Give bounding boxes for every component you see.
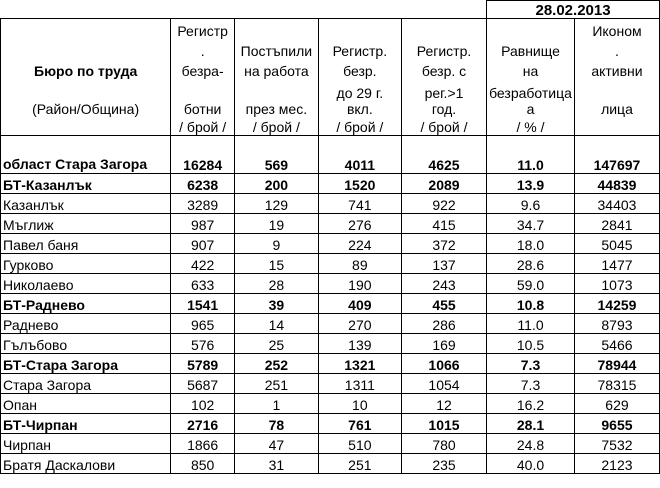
row-value-5: 40.0 [487, 454, 575, 474]
row-value-1: 102 [171, 394, 235, 414]
row-value-3: 224 [318, 234, 401, 254]
header-col4-r1 [318, 19, 401, 40]
header-col7-units [574, 117, 659, 136]
row-value-6: 34403 [574, 194, 659, 214]
row-value-2: 129 [235, 194, 319, 214]
header-col5-r2: Регистр. [401, 39, 486, 59]
row-value-1: 576 [171, 334, 235, 354]
row-name: Павел баня [1, 234, 171, 254]
row-value-5: 24.8 [487, 434, 575, 454]
row-value-3: 510 [318, 434, 401, 454]
row-value-4: 2089 [401, 174, 486, 194]
row-value-6: 2841 [574, 214, 659, 234]
row-name: Стара Загора [1, 374, 171, 394]
row-value-6: 7532 [574, 434, 659, 454]
header-col5-units: / брой / [401, 117, 486, 136]
row-value-1: 5789 [171, 354, 235, 374]
row-value-2: 251 [235, 374, 319, 394]
row-value-4: 455 [401, 294, 486, 314]
table-row [1, 354, 660, 374]
row-value-5: 13.9 [487, 174, 575, 194]
row-value-6: 9655 [574, 414, 659, 434]
row-name: Казанлък [1, 194, 171, 214]
header-bureau-label: Бюро по труда [1, 59, 171, 79]
row-value-6: 1477 [574, 254, 659, 274]
row-value-4: 1015 [401, 414, 486, 434]
row-value-2: 28 [235, 274, 319, 294]
row-value-5: 10.5 [487, 334, 575, 354]
table-row [1, 234, 660, 254]
row-value-4: 922 [401, 194, 486, 214]
header-col6-units: / % / [487, 117, 575, 136]
row-name: Раднево [1, 314, 171, 334]
row-value-3: 1311 [318, 374, 401, 394]
row-value-3: 1321 [318, 354, 401, 374]
table-row [1, 194, 660, 214]
row-value-3: 270 [318, 314, 401, 334]
row-value-2: 31 [235, 454, 319, 474]
row-value-6: 5045 [574, 234, 659, 254]
row-value-5: 59.0 [487, 274, 575, 294]
row-value-3: 4011 [318, 136, 401, 174]
header-col3-r2: Постъпили [235, 39, 319, 59]
row-value-5: 18.0 [487, 234, 575, 254]
row-value-2: 14 [235, 314, 319, 334]
row-value-5: 10.8 [487, 294, 575, 314]
row-value-6: 78944 [574, 354, 659, 374]
row-value-1: 5687 [171, 374, 235, 394]
header-col4-r4 [318, 79, 401, 117]
row-value-3: 251 [318, 454, 401, 474]
row-value-2: 39 [235, 294, 319, 314]
row-value-3: 1520 [318, 174, 401, 194]
header-col4-line1: до 29 г. [336, 85, 384, 101]
table-row [1, 374, 660, 394]
row-value-2: 25 [235, 334, 319, 354]
row-value-5: 16.2 [487, 394, 575, 414]
table-row [1, 314, 660, 334]
row-value-3: 139 [318, 334, 401, 354]
header-col1-r2 [1, 39, 171, 59]
row-value-5: 7.3 [487, 374, 575, 394]
row-name: БТ-Чирпан [1, 414, 171, 434]
table-row [1, 274, 660, 294]
row-value-3: 741 [318, 194, 401, 214]
row-value-4: 1066 [401, 354, 486, 374]
row-name: БТ-Раднево [1, 294, 171, 314]
header-col4-r2: Регистр. [318, 39, 401, 59]
row-name: БТ-Стара Загора [1, 354, 171, 374]
row-value-3: 89 [318, 254, 401, 274]
header-col1-units [1, 117, 171, 136]
row-value-2: 19 [235, 214, 319, 234]
report-date: 28.02.2013 [487, 1, 660, 19]
row-value-4: 1054 [401, 374, 486, 394]
row-value-5: 28.1 [487, 414, 575, 434]
row-value-1: 16284 [171, 136, 235, 174]
row-name: Гълъбово [1, 334, 171, 354]
table-body [1, 136, 660, 474]
row-value-1: 987 [171, 214, 235, 234]
row-value-5: 11.0 [487, 314, 575, 334]
row-value-6: 147697 [574, 136, 659, 174]
header-col6-r3: на [487, 59, 575, 79]
header-col2-units: / брой / [171, 117, 235, 136]
header-col4-r3: безр. [318, 59, 401, 79]
header-col5-line1: рег.>1 [424, 85, 464, 101]
row-value-2: 47 [235, 434, 319, 454]
row-name: Гурково [1, 254, 171, 274]
row-value-4: 372 [401, 234, 486, 254]
row-value-1: 633 [171, 274, 235, 294]
table-row [1, 254, 660, 274]
row-value-2: 1 [235, 394, 319, 414]
row-value-3: 276 [318, 214, 401, 234]
table-row [1, 294, 660, 314]
header-col2-r3: безра- [171, 59, 235, 79]
header-col3-units: / брой / [235, 117, 319, 136]
header-col6-r2: Равнище [487, 39, 575, 59]
row-value-2: 200 [235, 174, 319, 194]
row-value-4: 286 [401, 314, 486, 334]
row-name: Братя Даскалови [1, 454, 171, 474]
header-col7-r3: активни [574, 59, 659, 79]
row-value-6: 14259 [574, 294, 659, 314]
row-value-1: 2716 [171, 414, 235, 434]
row-name: Мъглиж [1, 214, 171, 234]
header-col5-r3: безр. с [401, 59, 486, 79]
row-value-4: 137 [401, 254, 486, 274]
row-name: област Стара Загора [1, 136, 171, 174]
table-row [1, 334, 660, 354]
row-value-2: 252 [235, 354, 319, 374]
row-value-3: 761 [318, 414, 401, 434]
header-col3-r1 [235, 19, 319, 40]
row-value-6: 629 [574, 394, 659, 414]
row-value-4: 169 [401, 334, 486, 354]
header-col7-r4: лица [574, 79, 659, 117]
row-value-4: 780 [401, 434, 486, 454]
header-col4-line2: вкл. [346, 101, 373, 117]
row-value-2: 78 [235, 414, 319, 434]
header-col6-line2: а [526, 101, 535, 117]
row-value-5: 34.7 [487, 214, 575, 234]
header-col7-r2: . [574, 39, 659, 59]
row-name: Николаево [1, 274, 171, 294]
row-value-4: 12 [401, 394, 486, 414]
row-value-1: 1866 [171, 434, 235, 454]
header-col7-r1: Иконом [574, 19, 659, 40]
header-col5-line2: год. [431, 101, 457, 117]
table-row [1, 214, 660, 234]
row-value-6: 8793 [574, 314, 659, 334]
row-value-1: 965 [171, 314, 235, 334]
table-row [1, 434, 660, 454]
row-value-3: 190 [318, 274, 401, 294]
row-value-6: 44839 [574, 174, 659, 194]
header-col6-r4 [487, 79, 575, 117]
row-value-4: 235 [401, 454, 486, 474]
row-value-3: 409 [318, 294, 401, 314]
row-value-2: 9 [235, 234, 319, 254]
row-value-1: 850 [171, 454, 235, 474]
row-value-2: 15 [235, 254, 319, 274]
row-value-6: 5466 [574, 334, 659, 354]
header-col2-r1: Регистр [171, 19, 235, 40]
table-row [1, 454, 660, 474]
header-col5-r4 [401, 79, 486, 117]
header-col5-r1 [401, 19, 486, 40]
row-value-3: 10 [318, 394, 401, 414]
header-col2-r4: ботни [171, 79, 235, 117]
row-value-1: 1541 [171, 294, 235, 314]
row-value-4: 4625 [401, 136, 486, 174]
row-value-1: 3289 [171, 194, 235, 214]
row-value-1: 422 [171, 254, 235, 274]
row-value-2: 569 [235, 136, 319, 174]
row-name: Чирпан [1, 434, 171, 454]
row-value-5: 9.6 [487, 194, 575, 214]
row-value-4: 415 [401, 214, 486, 234]
header-col3-r4: през мес. [235, 79, 319, 117]
row-name: Опан [1, 394, 171, 414]
row-value-1: 6238 [171, 174, 235, 194]
row-value-5: 11.0 [487, 136, 575, 174]
row-value-5: 7.3 [487, 354, 575, 374]
header-col4-units: / брой / [318, 117, 401, 136]
header-district-label: (Район/Община) [1, 79, 171, 117]
table-row [1, 414, 660, 434]
row-value-6: 78315 [574, 374, 659, 394]
row-value-6: 1073 [574, 274, 659, 294]
header-col1-r1 [1, 19, 171, 40]
table-row [1, 394, 660, 414]
table-row [1, 136, 660, 174]
row-name: БТ-Казанлък [1, 174, 171, 194]
header-col6-r1 [487, 19, 575, 40]
row-value-5: 28.6 [487, 254, 575, 274]
table-row [1, 174, 660, 194]
row-value-6: 2123 [574, 454, 659, 474]
header-col6-line1: безработица [489, 85, 572, 101]
row-value-4: 243 [401, 274, 486, 294]
header-col3-r3: на работа [235, 59, 319, 79]
row-value-1: 907 [171, 234, 235, 254]
header-col2-r2: . [171, 39, 235, 59]
